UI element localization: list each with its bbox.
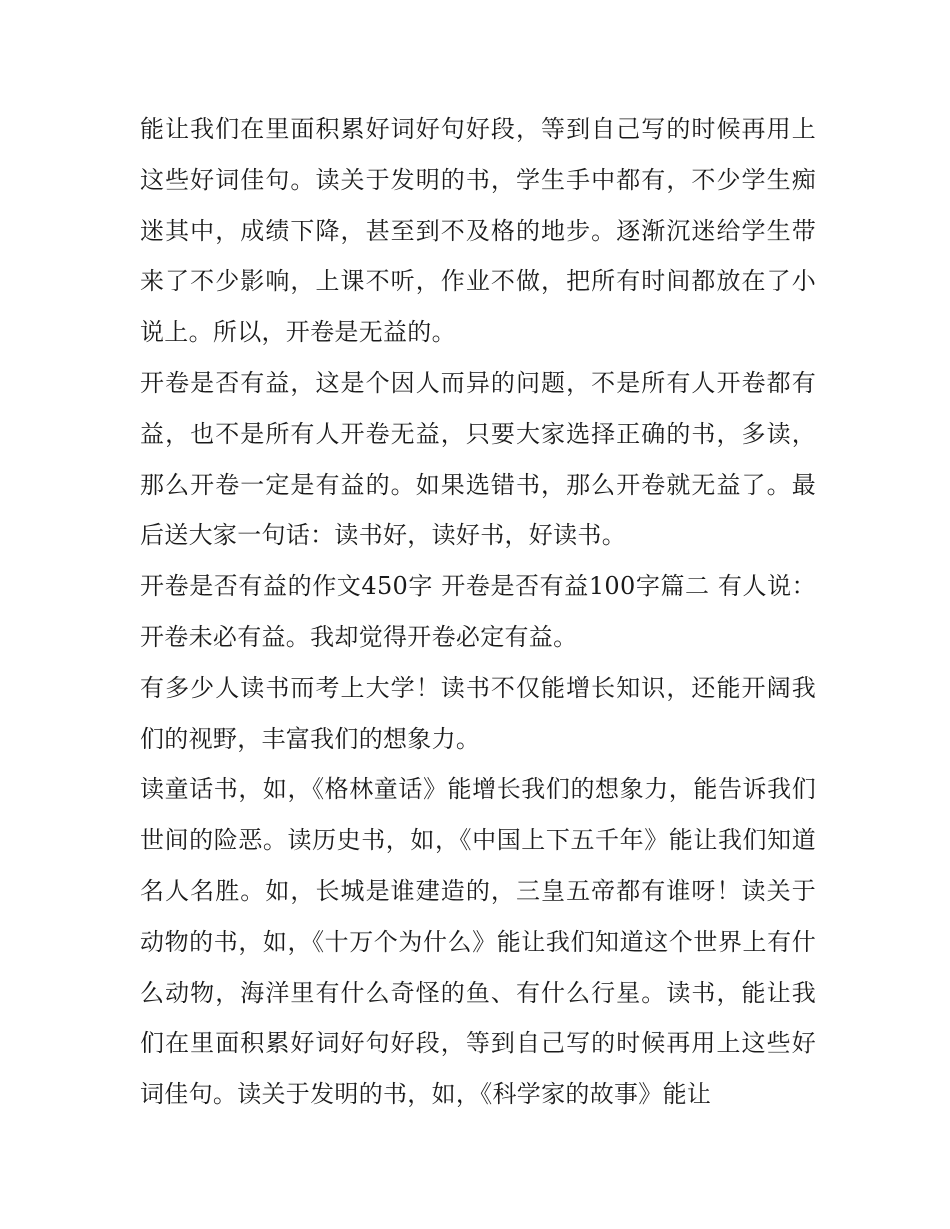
paragraph: 能让我们在里面积累好词好句好段，等到自己写的时候再用上这些好词佳句。读关于发明的书，学生手中都有，不少学生痴迷其中，成绩下降，甚至到不及格的地步。逐渐沉迷给学生带来了不少影响，上课不听，作业不做，把所有时间都放在了小说上。所以，开卷是无益的。 bbox=[140, 115, 816, 347]
paragraph: 有多少人读书而考上大学！读书不仅能增长知识，还能开阔我们的视野，丰富我们的想象力。 bbox=[140, 673, 816, 753]
paragraph: 读童话书，如，《格林童话》能增长我们的想象力，能告诉我们世间的险恶。读历史书，如，《中国上下五千年》能让我们知道名人名胜。如，长城是谁建造的，三皇五帝都有谁呀！读关于动物的书，如，《十万个为什么》能让我们知道这个世界上有什么动物，海洋里有什么奇怪的鱼、有什么行星。读书，能让我们在里面积累好词好句好段，等到自己写的时候再用上这些好词佳句。读关于发明的书，如，《科学家的故事》能让 bbox=[140, 775, 816, 1109]
document-body bbox=[140, 104, 816, 1120]
paragraph: 开卷是否有益，这是个因人而异的问题，不是所有人开卷都有益，也不是所有人开卷无益，只要大家选择正确的书，多读，那么开卷一定是有益的。如果选错书，那么开卷就无益了。最后送大家一句话：读书好，读好书，好读书。 bbox=[140, 368, 816, 550]
paragraph: 开卷是否有益的作文450字 开卷是否有益100字篇二 有人说：开卷未必有益。我却觉得开卷必定有益。 bbox=[140, 572, 816, 651]
